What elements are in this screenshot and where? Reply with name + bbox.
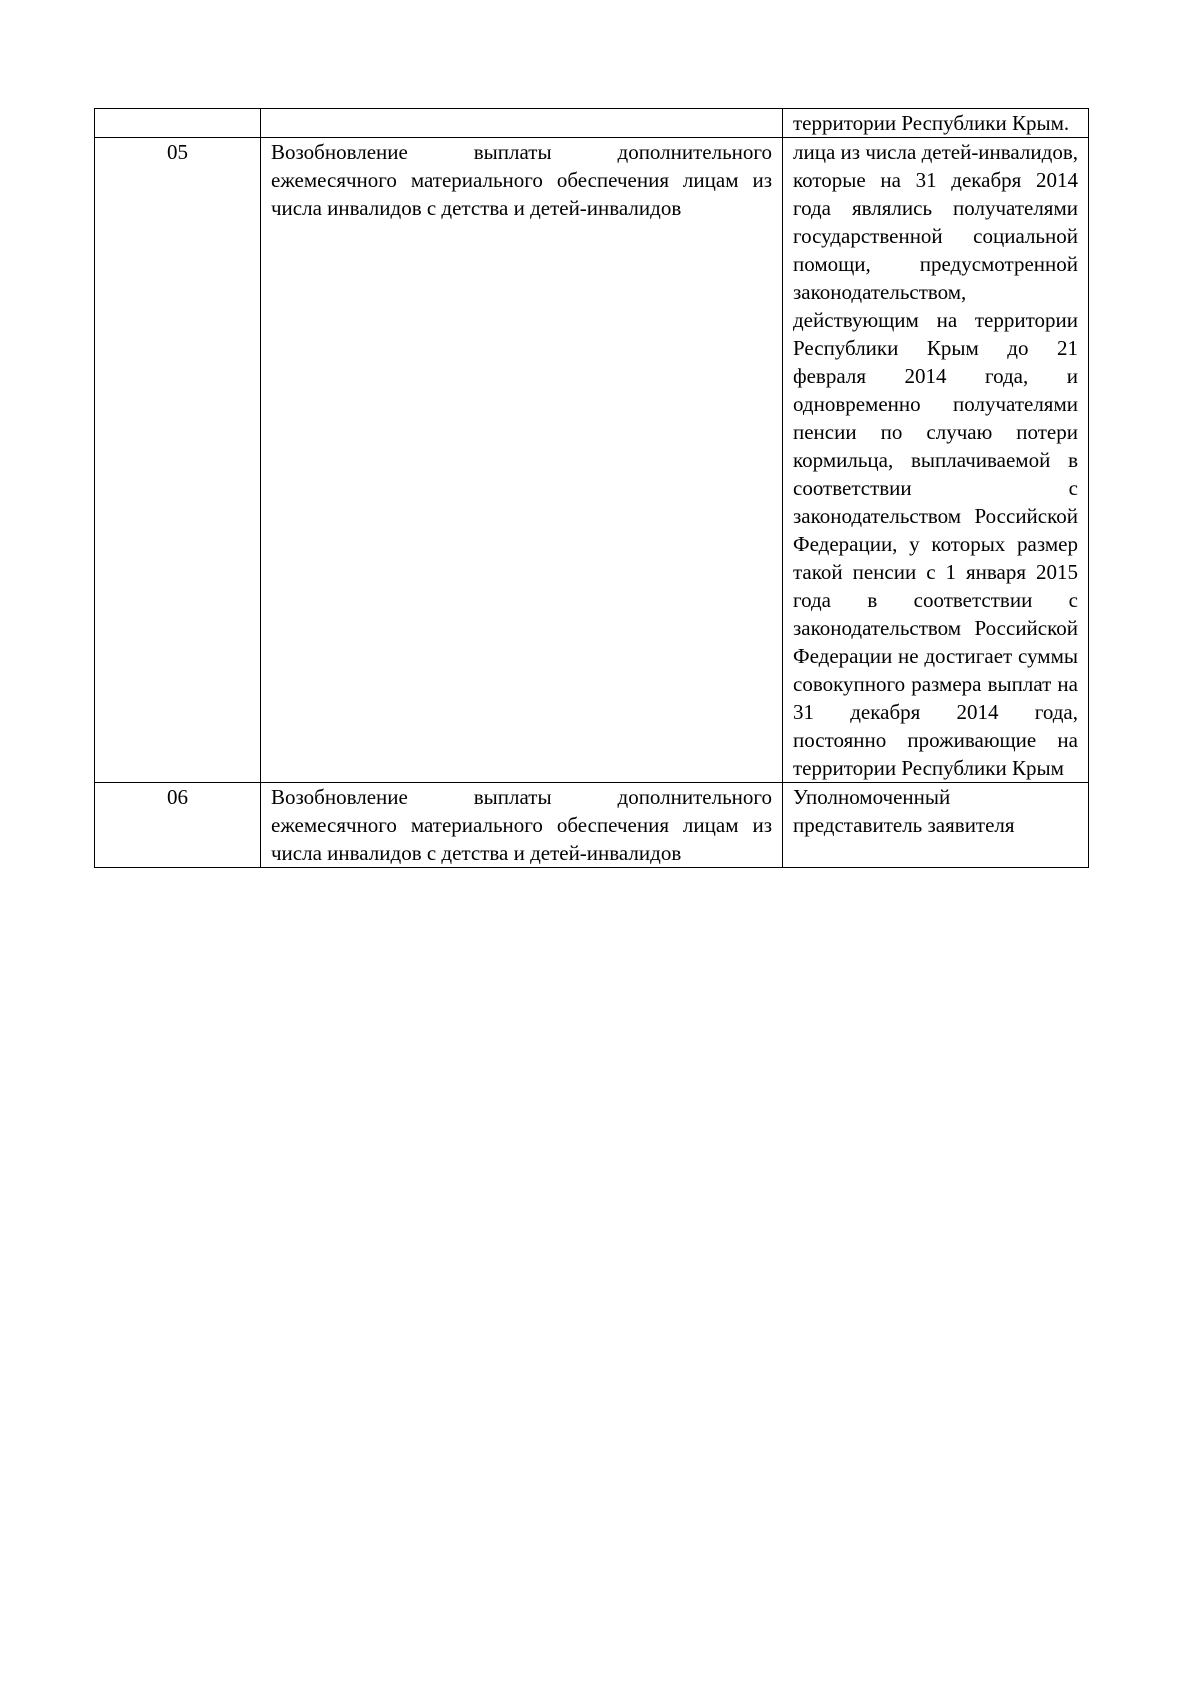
service-name-cell (261, 109, 783, 138)
services-table (94, 108, 1089, 868)
recipient-cell: территории Республики Крым. (783, 109, 1089, 138)
recipient-cell: лица из числа детей-инвалидов, которые на 31 декабря 2014 года являлись получателями государственной социальной помощи, предусмотренной законодательством, действующим на территории Республики Крым до 21 февраля 2014 года, и одновременно получателями пенсии по случаю потери кормильца, выплачиваемой в соответствии с законодательством Российской Федерации, у которых размер такой пенсии с 1 января 2015 года в соответствии с законодательством Российской Федерации не достигает суммы совокупного размера выплат на 31 декабря 2014 года, постоянно проживающие на территории Республики Крым (783, 138, 1089, 783)
row-number-cell: 05 (95, 138, 261, 783)
table-row (95, 109, 1089, 138)
recipient-cell: Уполномоченный представитель заявителя (783, 783, 1089, 868)
row-number-cell: 06 (95, 783, 261, 868)
service-name-cell: Возобновление выплаты дополнительного ежемесячного материального обеспечения лицам из числа инвалидов с детства и детей-инвалидов (261, 783, 783, 868)
row-number-cell (95, 109, 261, 138)
table-row (95, 783, 1089, 868)
service-name-cell: Возобновление выплаты дополнительного ежемесячного материального обеспечения лицам из числа инвалидов с детства и детей-инвалидов (261, 138, 783, 783)
table-row (95, 138, 1089, 783)
